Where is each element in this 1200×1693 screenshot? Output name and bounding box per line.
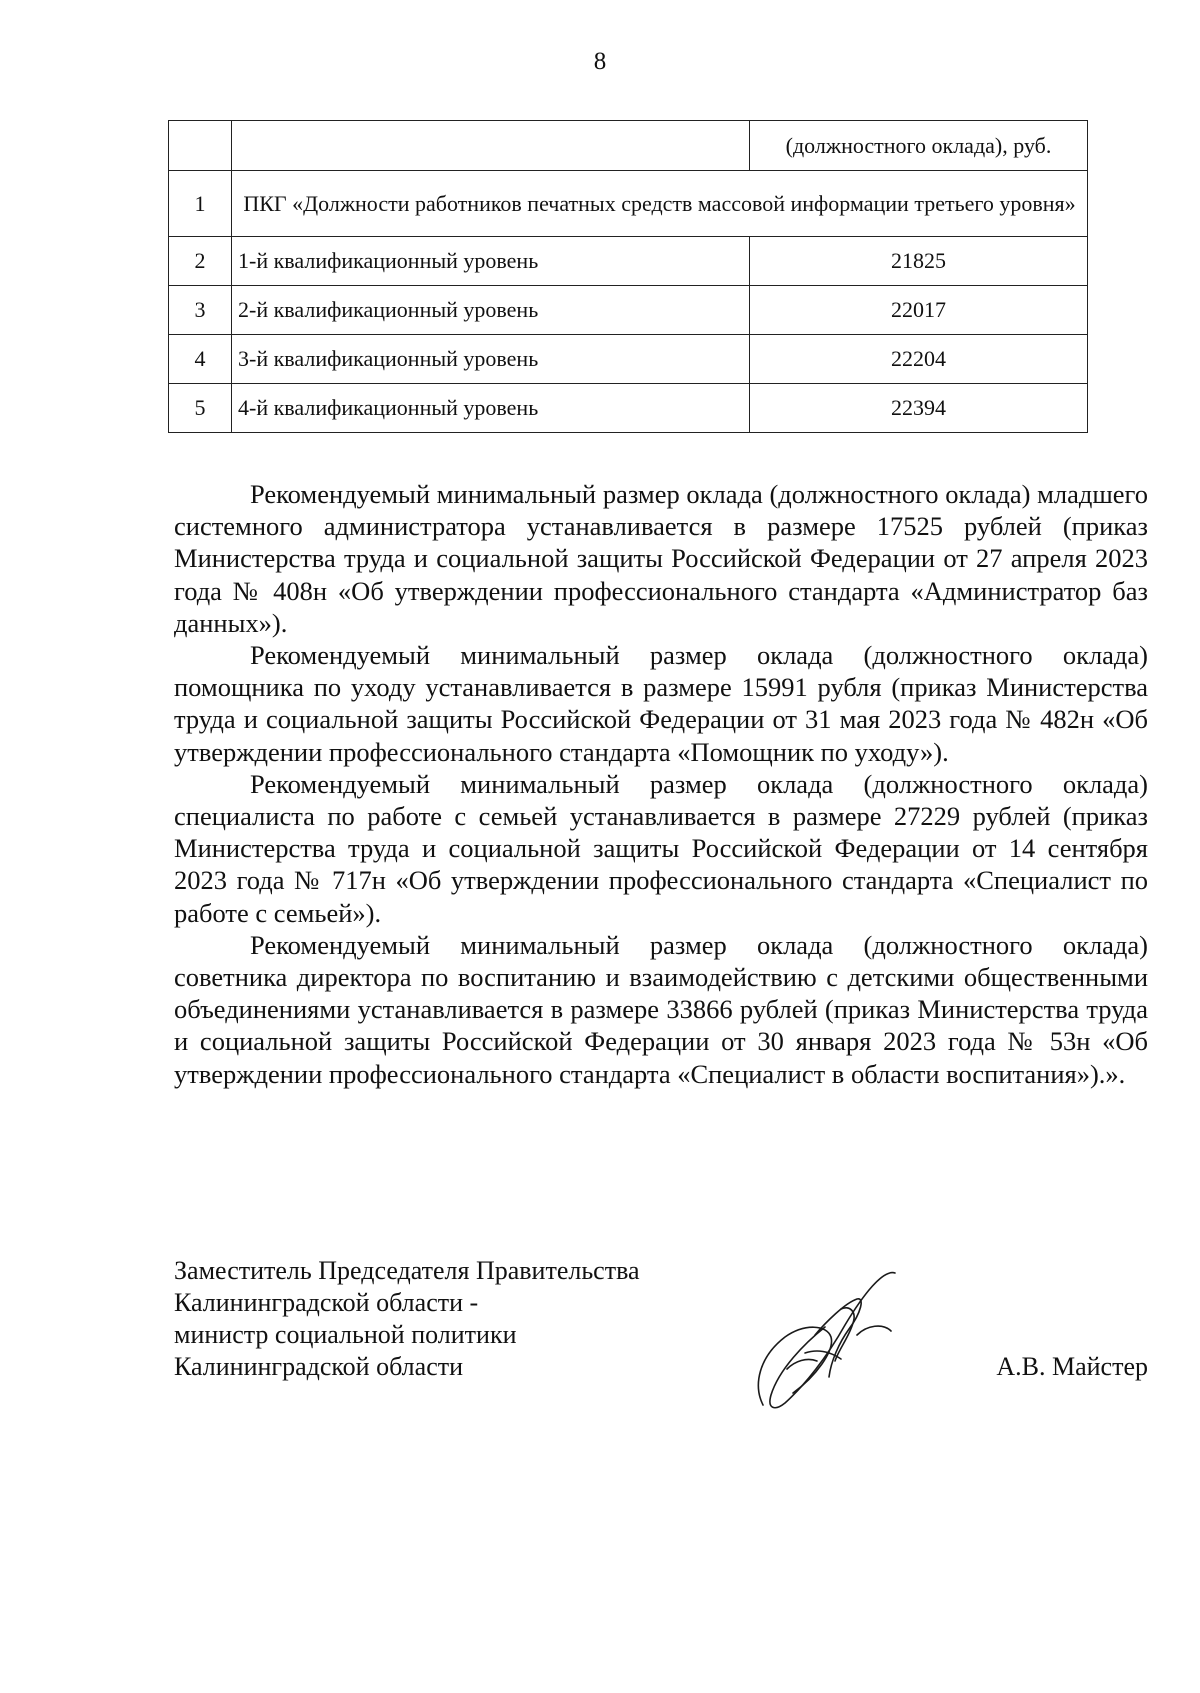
table-header-row [169,121,1088,171]
row-number: 1 [169,171,232,237]
row-number: 2 [169,237,232,286]
signatory-position [174,1255,640,1383]
level-name: 3-й квалификационный уровень [232,335,750,384]
salary-value: 22017 [750,286,1088,335]
position-line: Заместитель Председателя Правительства [174,1256,640,1285]
paragraph-care-assistant-salary: Рекомендуемый минимальный размер оклада (должностного оклада) помощника по уходу устанавливается в размере 15991 рубля (приказ Министерства труда и социальной защиты Российской Федерации от 31 мая 2023 года № 482н «Об утверждении профессионального стандарта «Помощник по уходу»). [174,640,1148,767]
paragraph-sysadmin-salary: Рекомендуемый минимальный размер оклада (должностного оклада) младшего системного администратора устанавливается в размере 17525 рублей (приказ Министерства труда и социальной защиты Российской Федерации от 27 апреля 2023 года № 408н «Об утверждении профессионального стандарта «Администратор баз данных»). [174,479,1148,638]
body-text [174,478,1148,1090]
level-name: 1-й квалификационный уровень [232,237,750,286]
group-label: ПКГ «Должности работников печатных средств массовой информации третьего уровня» [232,171,1088,237]
row-number: 4 [169,335,232,384]
position-line: министр социальной политики [174,1320,517,1349]
table-cell-empty [169,121,232,171]
salary-value: 22394 [750,384,1088,433]
table-cell-empty [232,121,750,171]
handwritten-signature [745,1265,915,1415]
salary-value: 22204 [750,335,1088,384]
row-number: 3 [169,286,232,335]
level-name: 4-й квалификационный уровень [232,384,750,433]
table-group-row [169,171,1088,237]
table-row [169,335,1088,384]
salary-table [168,120,1088,433]
level-name: 2-й квалификационный уровень [232,286,750,335]
row-number: 5 [169,384,232,433]
position-line: Калининградской области - [174,1288,479,1317]
paragraph-director-advisor-salary: Рекомендуемый минимальный размер оклада (должностного оклада) советника директора по воспитанию и взаимодействию с детскими общественными объединениями устанавливается в размере 33866 рублей (приказ Министерства труда и социальной защиты Российской Федерации от 30 января 2023 года № 53н «Об утверждении профессионального стандарта «Специалист в области воспитания»).». [174,929,1148,1089]
table-row [169,384,1088,433]
paragraph-family-specialist-salary: Рекомендуемый минимальный размер оклада (должностного оклада) специалиста по работе с семьей устанавливается в размере 27229 рублей (приказ Министерства труда и социальной защиты Российской Федерации от 14 сентября 2023 года № 717н «Об утверждении профессионального стандарта «Специалист по работе с семьей»). [174,768,1148,928]
salary-value: 21825 [750,237,1088,286]
signer-name: А.В. Майстер [996,1352,1148,1381]
table-row [169,286,1088,335]
position-line: Калининградской области [174,1352,464,1381]
page-number: 8 [593,48,607,75]
table-header-value: (должностного оклада), руб. [750,121,1088,171]
table-row [169,237,1088,286]
